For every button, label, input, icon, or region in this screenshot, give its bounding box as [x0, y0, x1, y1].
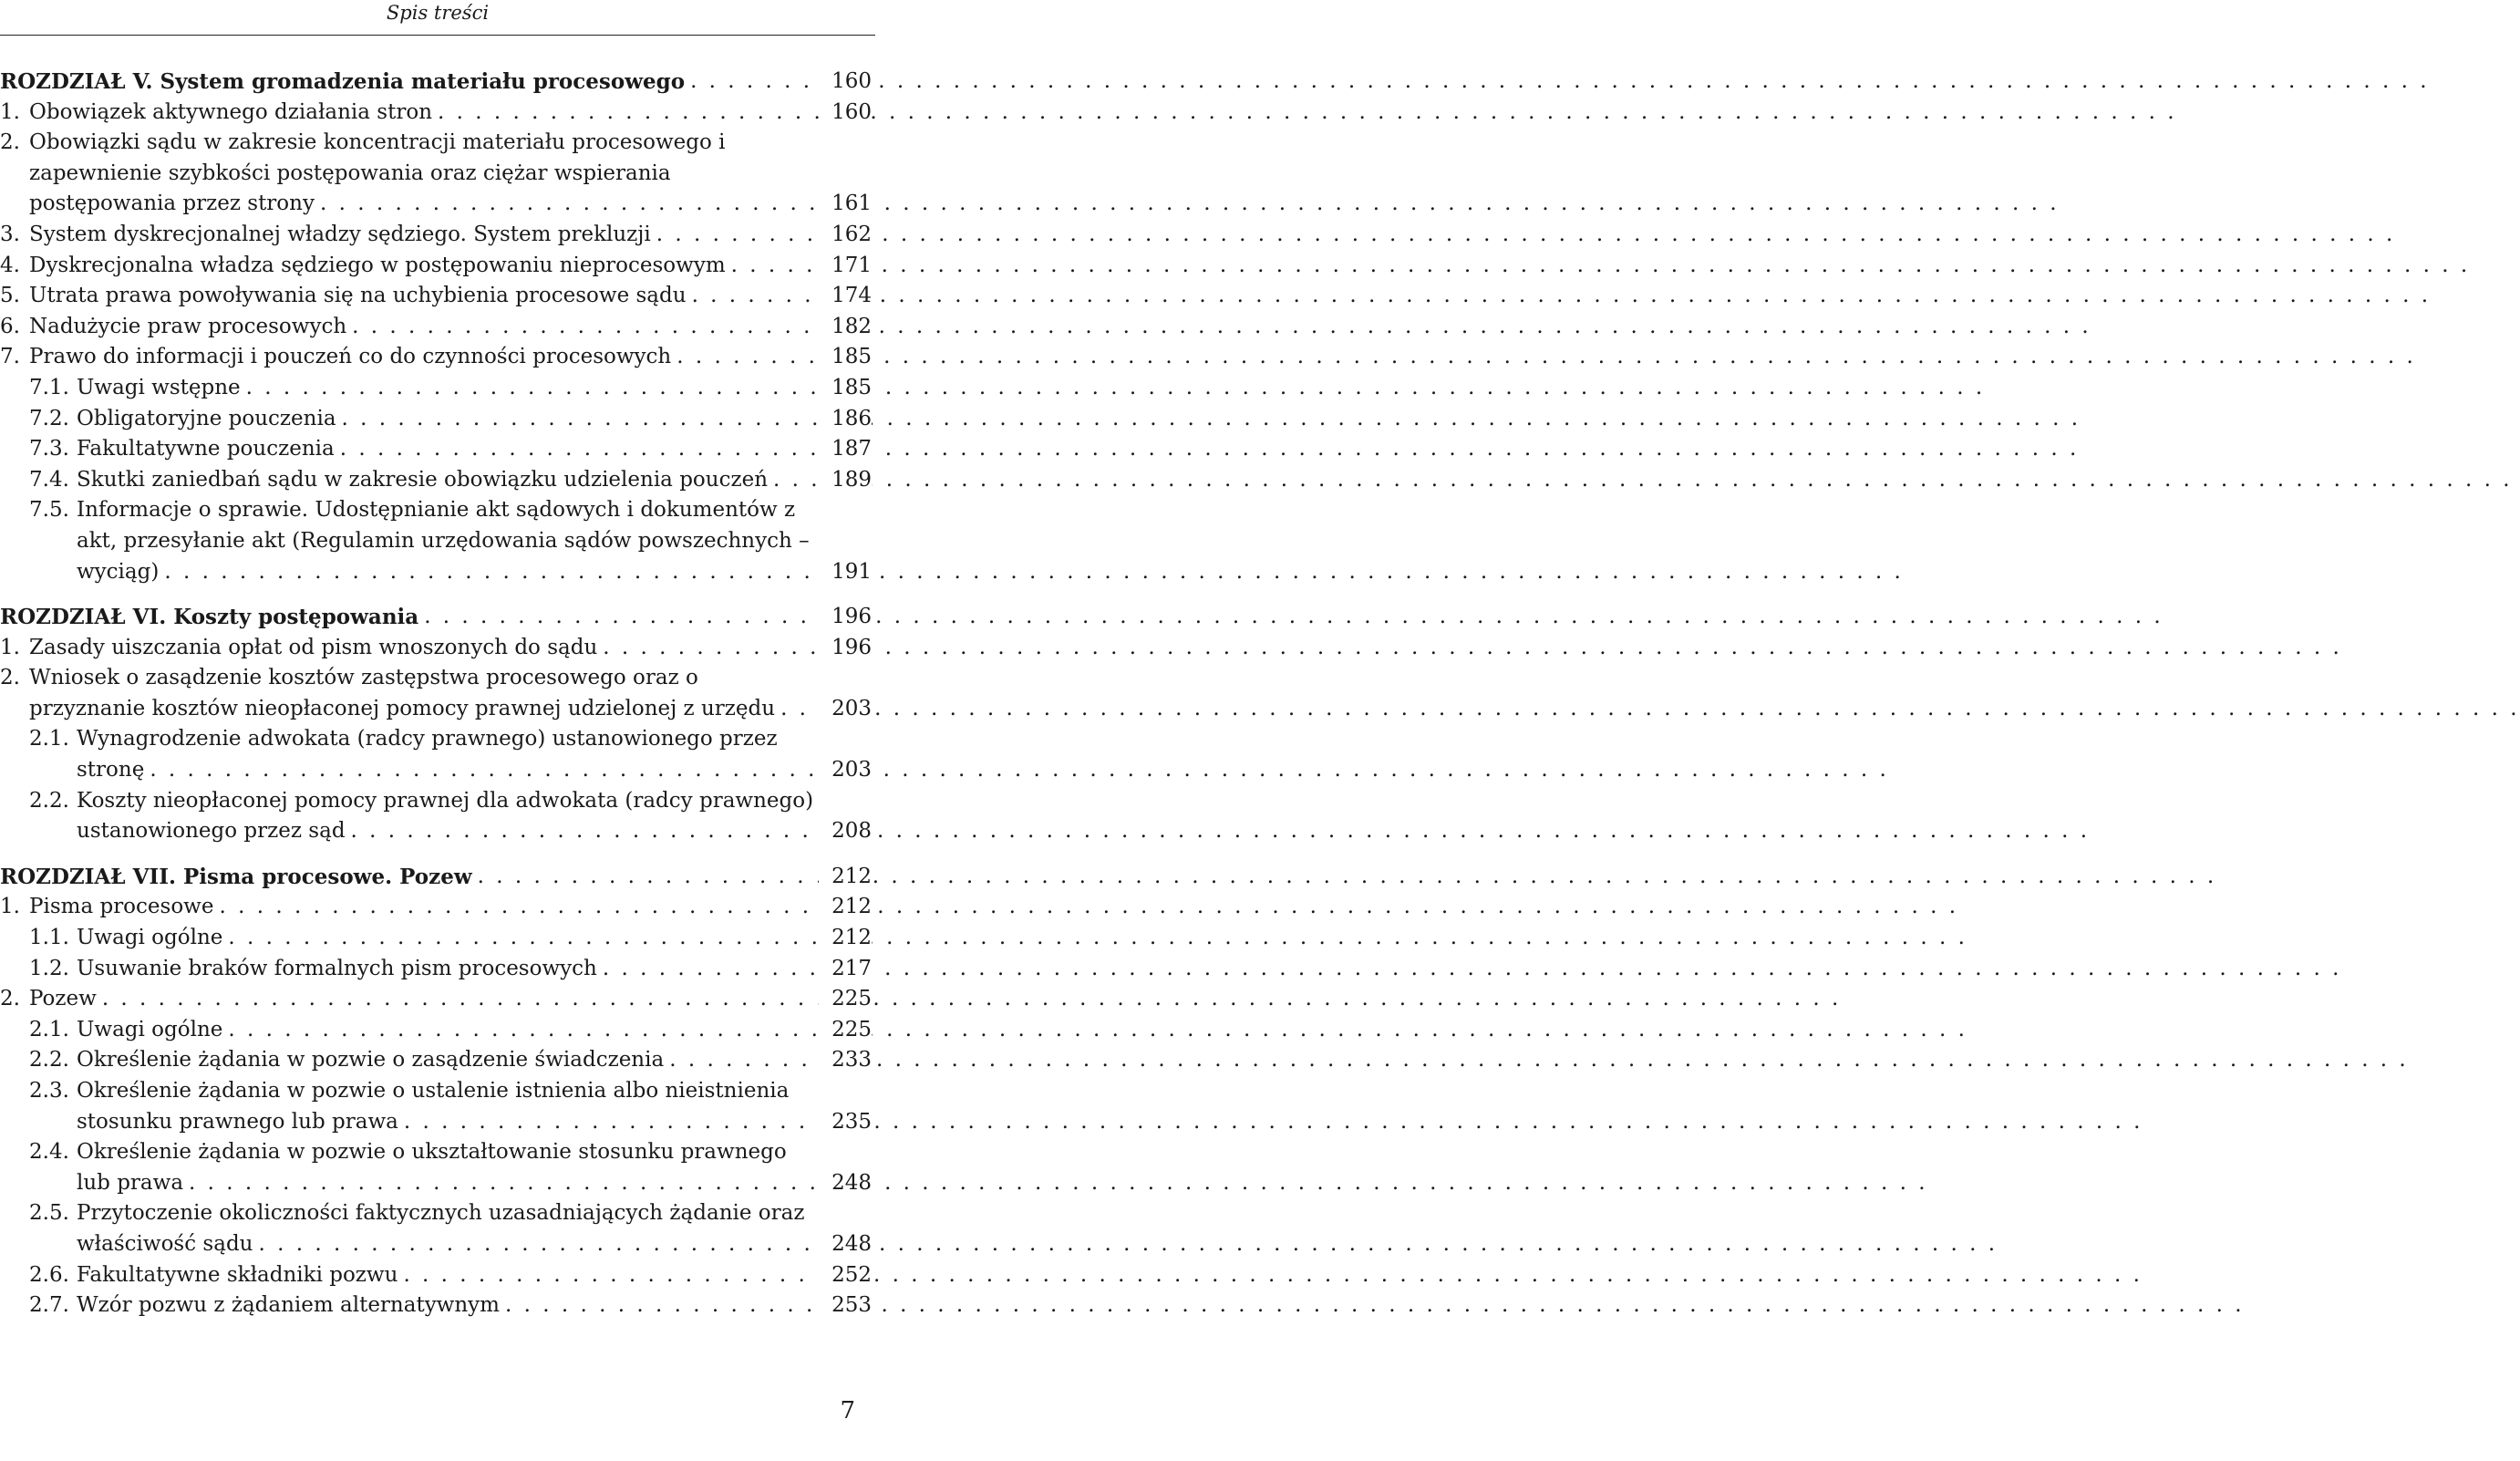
toc-entry[interactable] [0, 892, 872, 923]
toc-entry[interactable] [0, 312, 872, 343]
toc-entry-number: 1.1. [29, 926, 69, 950]
toc-entry-number: 2.7. [29, 1293, 69, 1318]
toc-entry-page: 225 [819, 984, 872, 1015]
toc-entry-text: Usuwanie braków formalnych pism procesowych [77, 956, 597, 980]
toc-entry-number: 2.2. [29, 1048, 69, 1072]
toc-entry-title [29, 1198, 819, 1259]
header-rule [0, 35, 875, 36]
toc-entry-text: Uwagi wstępne [77, 375, 241, 399]
toc-entry-number: 1. [0, 635, 20, 659]
toc-entry-text: Fakultatywne pouczenia [77, 437, 335, 461]
toc-entry-title [29, 923, 819, 954]
toc-entry[interactable] [0, 633, 872, 664]
toc-entry-number: 2. [0, 666, 20, 690]
toc-entry-text: Obowiązek aktywnego działania stron [29, 99, 433, 124]
toc-entry-page: 253 [819, 1290, 872, 1321]
toc-entry-number: 2.5. [29, 1201, 69, 1226]
toc-entry[interactable] [0, 342, 872, 373]
toc-entry[interactable] [0, 434, 872, 465]
toc-entry-page: 235 [819, 1107, 872, 1138]
toc-entry-page: 185 [819, 342, 872, 373]
toc-entry-title [0, 220, 819, 251]
toc-entry-page: 161 [819, 189, 872, 220]
toc-entry-title [29, 724, 819, 785]
toc-entry[interactable] [0, 1015, 872, 1046]
toc-entry-number: 4. [0, 253, 20, 277]
toc-entry-page: 248 [819, 1168, 872, 1199]
toc-entry-page: 203 [819, 694, 872, 725]
toc-entry-title [0, 342, 819, 373]
toc-chapter-entry[interactable] [0, 602, 872, 633]
toc-entry-page: 233 [819, 1045, 872, 1076]
toc-entry-title [0, 251, 819, 282]
toc-entry-text: Uwagi ogólne [77, 1017, 223, 1041]
toc-entry-title [29, 495, 819, 587]
toc-entry-number: 1. [0, 895, 20, 919]
toc-entry[interactable] [0, 251, 872, 282]
toc-entry-title [29, 1015, 819, 1046]
toc-entry-text: Określenie żądania w pozwie o ustalenie istnienia albo nieistnienia stosunku prawnego lub prawa [77, 1079, 790, 1134]
toc-entry-text: Określenie żądania w pozwie o ukształtowanie stosunku prawnego lub prawa [77, 1140, 787, 1195]
toc-entry-text: Pozew [29, 987, 97, 1011]
toc-entry-title [29, 1137, 819, 1198]
toc-entry-title [0, 312, 819, 343]
toc-entry-text: Obowiązki sądu w zakresie koncentracji materiału procesowego i zapewnienie szybkości postępowania oraz ciężar wspierania postępowania przez strony [29, 130, 726, 216]
toc-entry-text: ROZDZIAŁ VII. Pisma procesowe. Pozew [0, 864, 472, 889]
toc-entry-page: 252 [819, 1260, 872, 1291]
toc-entry-title [0, 98, 819, 129]
toc-entry-page: 212 [819, 862, 872, 893]
toc-entry[interactable] [0, 663, 872, 724]
toc-entry[interactable] [0, 984, 872, 1015]
toc-entry-page: 225 [819, 1015, 872, 1046]
toc-entry-page: 186 [819, 404, 872, 435]
toc-entry-title [0, 984, 819, 1015]
toc-entry[interactable] [0, 281, 872, 312]
toc-entry-title [29, 404, 819, 435]
toc-entry-title [29, 1290, 819, 1321]
toc-entry-number: 7.2. [29, 406, 69, 430]
toc-entry-number: 5. [0, 284, 20, 308]
toc-entry[interactable] [0, 495, 872, 587]
toc-entry-title [0, 663, 819, 724]
toc-entry-title [29, 786, 819, 847]
toc-entry-page: 196 [819, 633, 872, 664]
toc-section [0, 67, 872, 587]
toc-entry-text: Wniosek o zasądzenie kosztów zastępstwa procesowego oraz o przyznanie kosztów nieopłaconej pomocy prawnej udzielonej z urzędu [29, 666, 776, 720]
toc-entry-page: 208 [819, 816, 872, 847]
toc-entry-text: ROZDZIAŁ VI. Koszty postępowania [0, 605, 419, 630]
toc-entry-text: Wzór pozwu z żądaniem alternatywnym [77, 1293, 500, 1318]
toc-entry-text: Koszty nieopłaconej pomocy prawnej dla adwokata (radcy prawnego) ustanowionego przez sąd [77, 788, 814, 844]
toc-entry-title [0, 602, 819, 633]
toc-entry-title [0, 128, 819, 220]
toc-entry[interactable] [0, 98, 872, 129]
toc-entry[interactable] [0, 128, 872, 220]
toc-entry[interactable] [0, 1137, 872, 1198]
toc-entry[interactable] [0, 1260, 872, 1291]
toc-entry-number: 1.2. [29, 956, 69, 980]
toc-entry-page: 189 [819, 465, 872, 496]
toc-entry-page: 162 [819, 220, 872, 251]
toc-entry-title [29, 1260, 819, 1291]
toc-entry[interactable] [0, 1290, 872, 1321]
toc-entry[interactable] [0, 1198, 872, 1259]
toc-entry-number: 2.6. [29, 1262, 69, 1287]
toc-entry-title [29, 434, 819, 465]
toc-entry[interactable] [0, 220, 872, 251]
toc-entry-text: Dyskrecjonalna władza sędziego w postępowaniu nieprocesowym [29, 253, 726, 277]
toc-entry-text: ROZDZIAŁ V. System gromadzenia materiału procesowego [0, 69, 686, 94]
toc-entry-page: 182 [819, 312, 872, 343]
toc-entry-title [29, 373, 819, 404]
toc-entry-title [0, 67, 819, 98]
toc-entry-text: Określenie żądania w pozwie o zasądzenie świadczenia [77, 1048, 665, 1072]
toc-entry-text: Uwagi ogólne [77, 926, 223, 950]
toc-entry-text: Skutki zaniedbań sądu w zakresie obowiązku udzielenia pouczeń [77, 467, 769, 492]
toc-entry-number: 2.2. [29, 788, 69, 813]
toc-entry-number: 6. [0, 314, 20, 338]
toc-entry[interactable] [0, 954, 872, 985]
toc-entry[interactable] [0, 724, 872, 785]
toc-section [0, 862, 872, 1321]
toc-entry-number: 7. [0, 345, 20, 369]
toc-entry-page: 160 [819, 98, 872, 129]
toc-entry-title [0, 633, 819, 664]
running-header-title: Spis treści [386, 2, 490, 24]
toc-entry-text: Utrata prawa powoływania się na uchybienia procesowe sądu [29, 284, 687, 308]
toc-entry-number: 2.1. [29, 727, 69, 751]
toc-entry-number: 1. [0, 99, 20, 124]
toc-entry[interactable] [0, 786, 872, 847]
toc-chapter-entry[interactable] [0, 862, 872, 893]
toc-entry-text: Informacje o sprawie. Udostępnianie akt sądowych i dokumentów z akt, przesyłanie akt (Regulamin urzędowania sądów powszechnych – wyciąg) [77, 498, 810, 584]
toc-entry-title [29, 954, 819, 985]
toc-entry-text: System dyskrecjonalnej władzy sędziego. System prekluzji [29, 222, 651, 246]
toc-entry-number: 7.4. [29, 467, 69, 492]
toc-entry-page: 171 [819, 251, 872, 282]
toc-entry-text: Prawo do informacji i pouczeń co do czynności procesowych [29, 345, 672, 369]
toc-entry-page: 174 [819, 281, 872, 312]
toc-entry-number: 2.3. [29, 1079, 69, 1103]
toc-entry-page: 217 [819, 954, 872, 985]
toc-entry-number: 7.3. [29, 437, 69, 461]
toc-entry[interactable] [0, 404, 872, 435]
toc-entry-text: Obligatoryjne pouczenia [77, 406, 336, 430]
toc-entry-number: 7.1. [29, 375, 69, 399]
toc-entry-page: 212 [819, 892, 872, 923]
toc-entry-text: Zasady uiszczania opłat od pism wnoszonych do sądu [29, 635, 598, 659]
toc-entry-number: 3. [0, 222, 20, 246]
toc-section [0, 602, 872, 847]
toc-entry-page: 187 [819, 434, 872, 465]
toc-entry-number: 2.4. [29, 1140, 69, 1165]
toc-entry-page: 248 [819, 1229, 872, 1260]
toc-entry[interactable] [0, 923, 872, 954]
toc-entry[interactable] [0, 465, 872, 496]
toc-entry-page: 160 [819, 67, 872, 98]
toc-entry-page: 191 [819, 557, 872, 588]
toc-entry-page: 203 [819, 755, 872, 786]
toc-entry[interactable] [0, 1076, 872, 1137]
toc-entry-page: 196 [819, 602, 872, 633]
toc-chapter-entry[interactable] [0, 67, 872, 98]
toc-entry-title [29, 1045, 819, 1076]
toc-entry-text: Nadużycie praw procesowych [29, 314, 347, 338]
toc-entry-number: 2. [0, 130, 20, 155]
toc-entry-number: 7.5. [29, 498, 69, 523]
toc-entry-text: Pisma procesowe [29, 895, 214, 919]
toc-entry-text: Przytoczenie okoliczności faktycznych uzasadniających żądanie oraz właściwość sądu [77, 1201, 805, 1256]
toc-entry-title [29, 1076, 819, 1137]
toc-entry[interactable] [0, 1045, 872, 1076]
toc-entry-number: 2. [0, 987, 20, 1011]
toc-entry[interactable] [0, 373, 872, 404]
toc-entry-title [29, 465, 819, 496]
toc-entry-text: Fakultatywne składniki pozwu [77, 1262, 398, 1287]
toc-entry-title [0, 892, 819, 923]
page-number: 7 [840, 1397, 855, 1425]
toc-entry-text: Wynagrodzenie adwokata (radcy prawnego) ustanowionego przez stronę [77, 727, 778, 782]
toc-entry-number: 2.1. [29, 1017, 69, 1041]
toc-entry-title [0, 862, 819, 893]
table-of-contents [0, 67, 872, 1336]
toc-entry-title [0, 281, 819, 312]
toc-entry-page: 212 [819, 923, 872, 954]
running-header [0, 0, 875, 46]
toc-entry-page: 185 [819, 373, 872, 404]
